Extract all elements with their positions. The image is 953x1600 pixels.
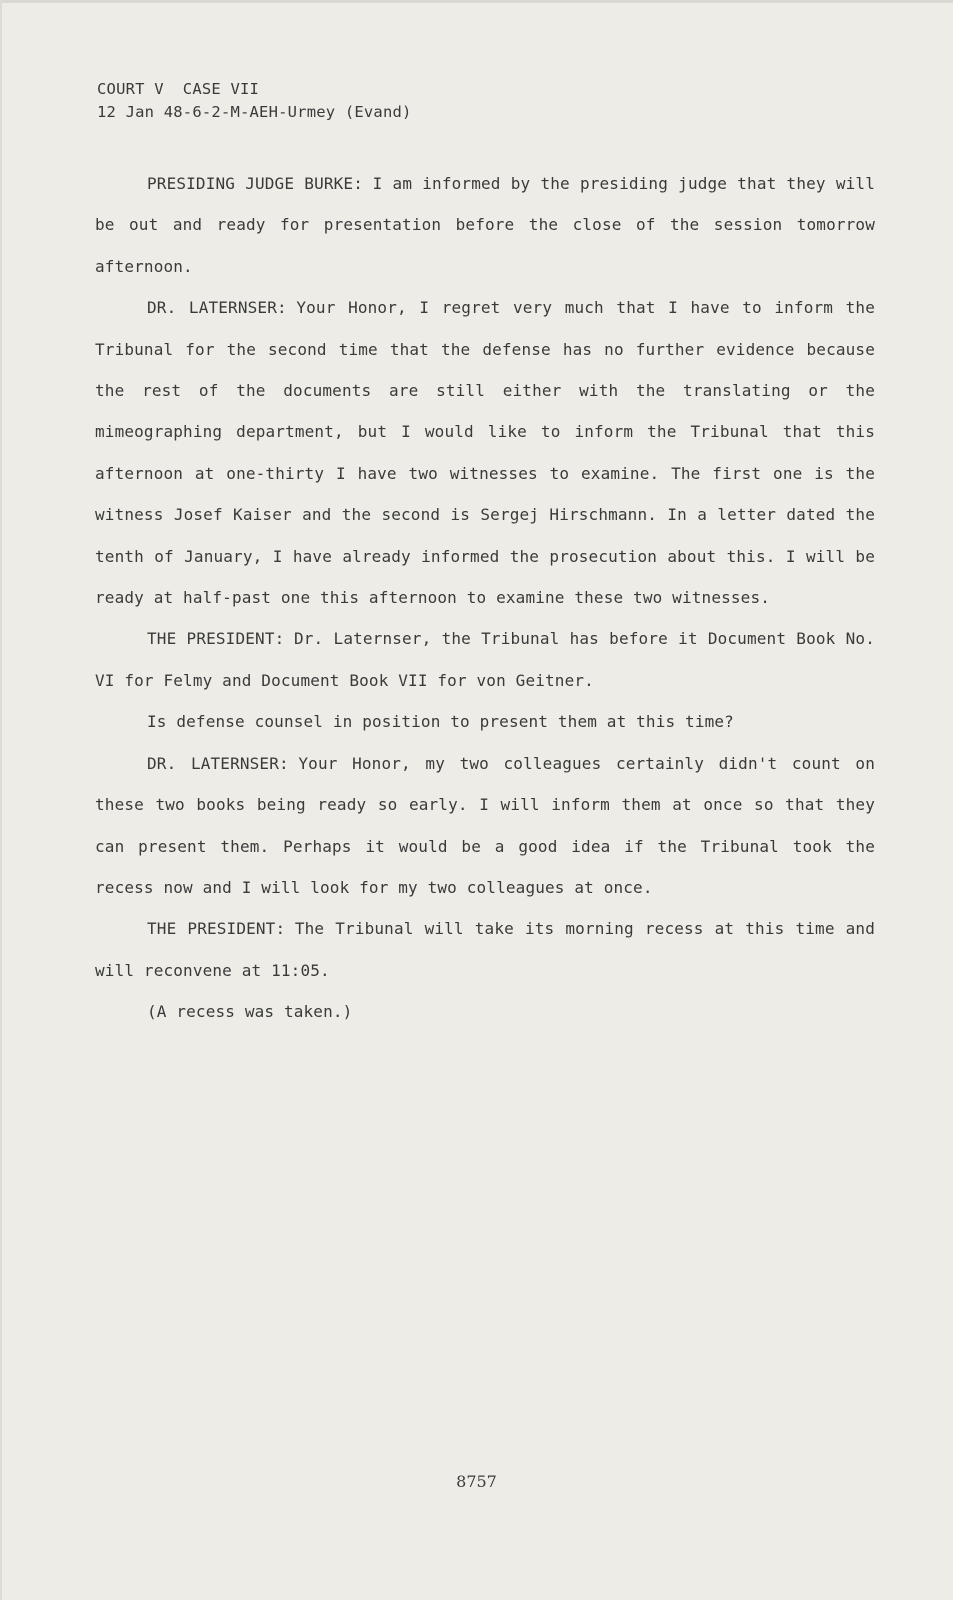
transcript-paragraph xyxy=(95,163,875,287)
page-top-edge xyxy=(0,0,953,3)
transcript-paragraph xyxy=(95,908,875,991)
transcript-paragraph xyxy=(95,743,875,909)
page-left-edge xyxy=(0,0,2,1600)
paragraph-text: The Tribunal will take its morning recess at this time and will reconvene at 11:05. xyxy=(95,919,876,980)
page-number: 8757 xyxy=(456,1472,497,1491)
transcript-paragraph xyxy=(95,991,875,1032)
speaker-label: THE PRESIDENT: xyxy=(147,919,286,939)
court-case-line: COURT V CASE VII xyxy=(97,80,260,98)
speaker-label: PRESIDING JUDGE BURKE: xyxy=(147,174,363,193)
paragraph-text: (A recess was taken.) xyxy=(147,1002,353,1022)
paragraph-text: I am informed by the presiding judge that they will be out and ready for presentation before the close of the session tomorrow afternoon. xyxy=(95,174,875,276)
transcript-paragraph xyxy=(95,618,875,701)
paragraph-text: Your Honor, I regret very much that I have to inform the Tribunal for the second time that the defense has no further evidence because the rest of the documents are still either with the translating or the mimeographing department, but I would like to inform the Tribunal that this afternoon at one-thirty I have two witnesses to examine. The first one is the witness Josef Kaiser and the second is Sergej Hirschmann. In a letter dated the tenth of January, I have already informed the prosecution about this. I will be ready at half-past one this afternoon to examine these two witnesses. xyxy=(95,298,875,608)
speaker-label: DR. LATERNSER: xyxy=(147,298,287,318)
speaker-label: THE PRESIDENT: xyxy=(147,629,285,649)
date-reference-line: 12 Jan 48-6-2-M-AEH-Urmey (Evand) xyxy=(97,103,412,121)
paragraph-text: Your Honor, my two colleagues certainly didn't count on these two books being ready so early. I will inform them at once so that they can present them. Perhaps it would be a good idea if the Tribunal took the recess now and I will look for my two colleagues at once. xyxy=(95,753,875,897)
transcript-paragraph xyxy=(95,287,875,618)
transcript-body xyxy=(95,163,875,1033)
paragraph-text: Is defense counsel in position to present them at this time? xyxy=(147,712,734,732)
transcript-paragraph xyxy=(95,701,875,742)
speaker-label: DR. LATERNSER: xyxy=(147,753,289,773)
document-header xyxy=(97,78,412,124)
paragraph-text: Dr. Laternser, the Tribunal has before it Document Book No. VI for Felmy and Document Book VII for von Geitner. xyxy=(95,629,875,690)
